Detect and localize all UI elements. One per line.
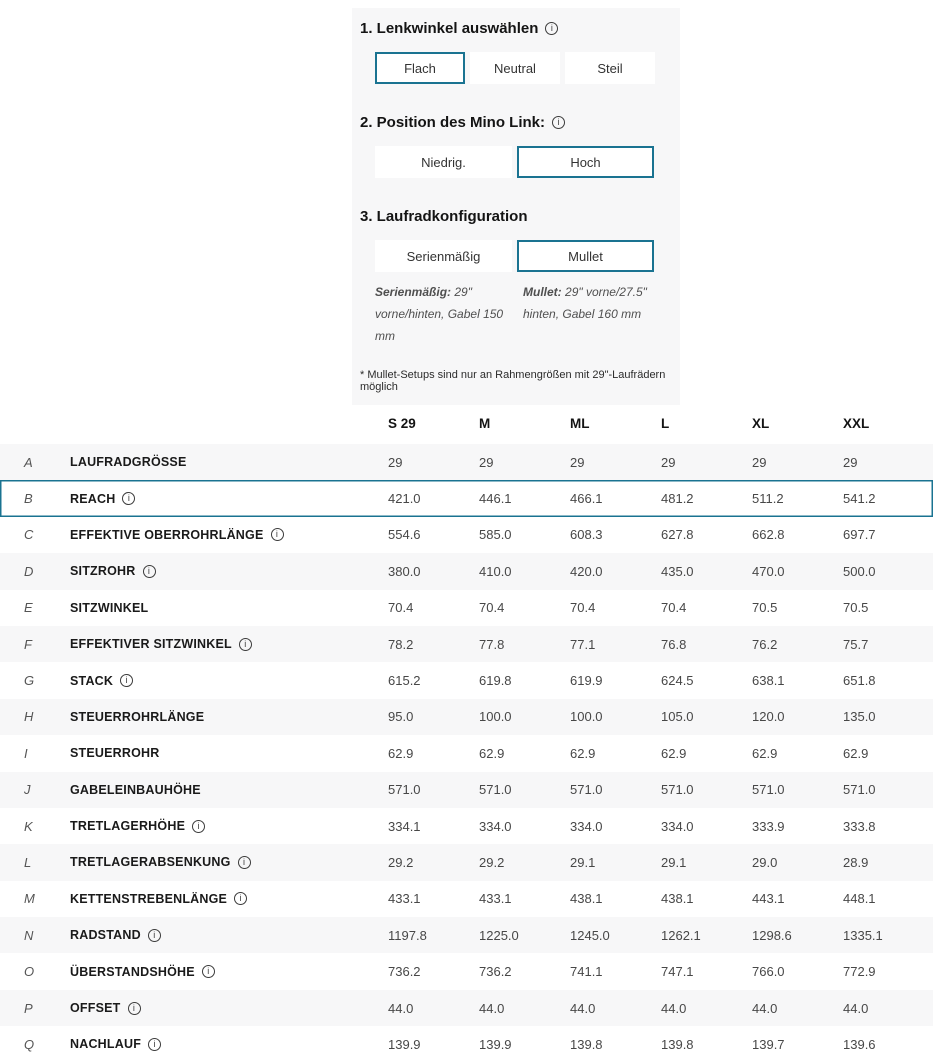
row-label — [70, 746, 388, 760]
wheel-config-descriptions — [375, 281, 672, 347]
geometry-row-k[interactable] — [0, 808, 933, 844]
geometry-value: 585.0 — [479, 527, 512, 543]
geometry-value: 100.0 — [479, 709, 512, 725]
geometry-value: 139.8 — [570, 1036, 603, 1052]
row-label-text: STEUERROHRLÄNGE — [70, 709, 205, 724]
geometry-value: 470.0 — [752, 563, 785, 579]
geometry-value: 380.0 — [388, 563, 421, 579]
geometry-value: 421.0 — [388, 491, 421, 507]
row-letter: N — [24, 927, 34, 943]
geometry-value: 766.0 — [752, 964, 785, 980]
geometry-value: 1225.0 — [479, 927, 519, 943]
geometry-row-e[interactable] — [0, 590, 933, 626]
option-serienmaessig[interactable]: Serienmäßig — [375, 240, 512, 272]
row-label-text: RADSTAND — [70, 928, 141, 943]
row-letter: H — [24, 709, 34, 725]
geometry-value: 446.1 — [479, 491, 512, 507]
row-label — [70, 928, 388, 942]
geometry-value: 1262.1 — [661, 927, 701, 943]
geometry-value: 70.4 — [570, 600, 596, 616]
row-label — [70, 492, 388, 506]
option-hoch[interactable]: Hoch — [517, 146, 654, 178]
row-label — [70, 855, 388, 869]
row-label-text: LAUFRADGRÖSSE — [70, 455, 187, 470]
geometry-value: 662.8 — [752, 527, 785, 543]
row-label-text: STEUERROHR — [70, 746, 160, 761]
geometry-value: 697.7 — [843, 527, 876, 543]
geometry-value: 1245.0 — [570, 927, 610, 943]
row-letter: P — [24, 1000, 33, 1016]
geometry-value: 62.9 — [661, 745, 687, 761]
geometry-value: 62.9 — [570, 745, 596, 761]
row-label-text: EFFEKTIVER SITZWINKEL — [70, 637, 232, 652]
option-flach[interactable]: Flach — [375, 52, 465, 84]
geometry-row-i[interactable] — [0, 735, 933, 771]
geometry-value: 334.0 — [661, 818, 694, 834]
geometry-row-a[interactable] — [0, 444, 933, 480]
lenkwinkel-options — [375, 52, 672, 84]
row-letter: O — [24, 964, 35, 980]
row-letter: M — [24, 891, 35, 907]
row-label — [70, 1037, 388, 1051]
row-label — [70, 564, 388, 578]
geometry-value: 139.7 — [752, 1036, 785, 1052]
geometry-value: 29 — [843, 454, 858, 470]
geometry-row-d[interactable] — [0, 553, 933, 589]
geometry-value: 29.2 — [388, 854, 414, 870]
info-icon[interactable]: i — [128, 1002, 141, 1015]
geometry-row-b[interactable] — [0, 480, 933, 516]
geometry-value: 29.1 — [570, 854, 596, 870]
geometry-value: 139.6 — [843, 1036, 876, 1052]
geometry-value: 638.1 — [752, 673, 785, 689]
geometry-value: 29 — [661, 454, 676, 470]
mullet-footnote: * Mullet-Setups sind nur an Rahmengrößen mit 29"-Laufrädern möglich — [360, 369, 666, 393]
info-icon[interactable]: i — [552, 116, 565, 129]
column-header-m: M — [479, 415, 491, 431]
geometry-value: 334.0 — [479, 818, 512, 834]
geometry-value: 76.2 — [752, 636, 778, 652]
row-letter: Q — [24, 1036, 35, 1052]
geometry-value: 420.0 — [570, 563, 603, 579]
row-label — [70, 783, 388, 797]
geometry-table — [0, 402, 933, 1060]
info-icon[interactable]: i — [143, 565, 156, 578]
info-icon[interactable]: i — [271, 528, 284, 541]
geometry-value: 333.8 — [843, 818, 876, 834]
geometry-value: 571.0 — [388, 782, 421, 798]
geometry-row-j[interactable] — [0, 772, 933, 808]
geometry-value: 139.9 — [479, 1036, 512, 1052]
geometry-value: 619.9 — [570, 673, 603, 689]
row-label-text: STACK — [70, 673, 114, 688]
row-letter: B — [24, 491, 33, 507]
row-letter: F — [24, 636, 32, 652]
geometry-value: 70.5 — [752, 600, 778, 616]
row-label-text: KETTENSTREBENLÄNGE — [70, 891, 228, 906]
description-serienmaessig — [375, 281, 513, 347]
geometry-value: 772.9 — [843, 964, 876, 980]
row-label-text: SITZROHR — [70, 564, 136, 579]
geometry-row-n[interactable] — [0, 917, 933, 953]
geometry-value: 75.7 — [843, 636, 869, 652]
geometry-value: 77.1 — [570, 636, 596, 652]
geometry-value: 334.1 — [388, 818, 421, 834]
geometry-value: 571.0 — [661, 782, 694, 798]
row-label — [70, 528, 388, 542]
geometry-value: 29 — [570, 454, 585, 470]
geometry-value: 443.1 — [752, 891, 785, 907]
geometry-value: 608.3 — [570, 527, 603, 543]
geometry-value: 624.5 — [661, 673, 694, 689]
geometry-value: 554.6 — [388, 527, 421, 543]
geometry-row-h[interactable] — [0, 699, 933, 735]
geometry-value: 651.8 — [843, 673, 876, 689]
description-text: 29" vorne/27.5" hinten, Gabel 160 mm — [523, 285, 647, 321]
geometry-value: 70.4 — [661, 600, 687, 616]
geometry-value: 571.0 — [752, 782, 785, 798]
row-label — [70, 892, 388, 906]
column-header-s-29: S 29 — [388, 415, 416, 431]
geometry-row-g[interactable] — [0, 662, 933, 698]
geometry-value: 44.0 — [843, 1000, 869, 1016]
geometry-value: 1335.1 — [843, 927, 883, 943]
geometry-value: 448.1 — [843, 891, 876, 907]
column-header-l: L — [661, 415, 670, 431]
geometry-value: 100.0 — [570, 709, 603, 725]
geometry-value: 70.4 — [388, 600, 414, 616]
geometry-value: 77.8 — [479, 636, 505, 652]
geometry-value: 741.1 — [570, 964, 603, 980]
row-letter: C — [24, 527, 34, 543]
geometry-row-l[interactable] — [0, 844, 933, 880]
geometry-value: 105.0 — [661, 709, 694, 725]
geometry-value: 500.0 — [843, 563, 876, 579]
geometry-value: 44.0 — [479, 1000, 505, 1016]
geometry-value: 541.2 — [843, 491, 876, 507]
geometry-value: 28.9 — [843, 854, 869, 870]
row-label — [70, 637, 388, 651]
column-header-xl: XL — [752, 415, 770, 431]
row-label-text: NACHLAUF — [70, 1037, 142, 1052]
row-letter: K — [24, 818, 33, 834]
geometry-value: 571.0 — [570, 782, 603, 798]
geometry-value: 334.0 — [570, 818, 603, 834]
section-title-text: 2. Position des Mino Link: — [360, 114, 546, 131]
description-lead: Serienmäßig: — [375, 285, 452, 299]
geometry-value: 76.8 — [661, 636, 687, 652]
geometry-row-m[interactable] — [0, 881, 933, 917]
geometry-value: 29.2 — [479, 854, 505, 870]
row-label-text: GABELEINBAUHÖHE — [70, 782, 201, 797]
row-label — [70, 819, 388, 833]
section-title-text: 3. Laufradkonfiguration — [360, 208, 528, 225]
geometry-row-o[interactable] — [0, 953, 933, 989]
description-mullet — [523, 281, 668, 347]
info-icon[interactable]: i — [239, 638, 252, 651]
row-letter: A — [24, 454, 33, 470]
description-lead: Mullet: — [523, 285, 562, 299]
geometry-value: 135.0 — [843, 709, 876, 725]
geometry-value: 139.9 — [388, 1036, 421, 1052]
geometry-row-f[interactable] — [0, 626, 933, 662]
geometry-value: 44.0 — [752, 1000, 778, 1016]
geometry-value: 62.9 — [388, 745, 414, 761]
row-label — [70, 1001, 388, 1015]
info-icon[interactable]: i — [234, 892, 247, 905]
row-letter: L — [24, 854, 32, 870]
geometry-value: 627.8 — [661, 527, 694, 543]
geometry-row-p[interactable] — [0, 990, 933, 1026]
geometry-value: 481.2 — [661, 491, 694, 507]
geometry-value: 615.2 — [388, 673, 421, 689]
geometry-table-header — [0, 402, 933, 444]
option-neutral[interactable]: Neutral — [470, 52, 560, 84]
geometry-value: 571.0 — [843, 782, 876, 798]
info-icon[interactable]: i — [120, 674, 133, 687]
row-label — [70, 601, 388, 615]
row-label-text: TRETLAGERHÖHE — [70, 819, 186, 834]
geometry-row-q[interactable] — [0, 1026, 933, 1060]
geometry-table-body — [0, 444, 933, 1060]
geometry-value: 29.1 — [661, 854, 687, 870]
geometry-value: 95.0 — [388, 709, 414, 725]
laufrad-options — [375, 240, 672, 272]
geometry-value: 1197.8 — [388, 927, 427, 943]
info-icon[interactable]: i — [202, 965, 215, 978]
row-letter: E — [24, 600, 33, 616]
info-icon[interactable]: i — [545, 22, 558, 35]
geometry-value: 619.8 — [479, 673, 512, 689]
section-title-laufradkonfiguration — [360, 208, 672, 225]
row-letter: I — [24, 745, 28, 761]
geometry-value: 571.0 — [479, 782, 512, 798]
geometry-value: 44.0 — [570, 1000, 596, 1016]
geometry-value: 511.2 — [752, 491, 784, 507]
geometry-value: 433.1 — [388, 891, 421, 907]
geometry-value: 139.8 — [661, 1036, 694, 1052]
row-letter: J — [24, 782, 31, 798]
info-icon[interactable]: i — [122, 492, 135, 505]
info-icon[interactable]: i — [192, 820, 205, 833]
option-steil[interactable]: Steil — [565, 52, 655, 84]
geometry-value: 747.1 — [661, 964, 694, 980]
geometry-value: 29 — [752, 454, 767, 470]
geometry-value: 438.1 — [570, 891, 603, 907]
geometry-value: 333.9 — [752, 818, 785, 834]
geometry-value: 736.2 — [388, 964, 421, 980]
row-letter: D — [24, 563, 34, 579]
geometry-value: 433.1 — [479, 891, 512, 907]
mino-link-options — [375, 146, 672, 178]
description-text: 29" vorne/hinten, Gabel 150 mm — [375, 285, 504, 343]
geometry-value: 62.9 — [843, 745, 869, 761]
geometry-value: 62.9 — [752, 745, 778, 761]
geometry-value: 70.4 — [479, 600, 505, 616]
geometry-value: 410.0 — [479, 563, 512, 579]
geometry-value: 736.2 — [479, 964, 512, 980]
geometry-value: 29.0 — [752, 854, 778, 870]
config-panel — [352, 8, 680, 405]
row-label-text: ÜBERSTANDSHÖHE — [70, 964, 195, 979]
row-label — [70, 965, 388, 979]
geometry-value: 44.0 — [388, 1000, 414, 1016]
geometry-value: 438.1 — [661, 891, 694, 907]
option-mullet[interactable]: Mullet — [517, 240, 654, 272]
row-label-text: REACH — [70, 491, 116, 506]
column-header-ml: ML — [570, 415, 590, 431]
geometry-value: 29 — [388, 454, 403, 470]
geometry-value: 120.0 — [752, 709, 785, 725]
row-label-text: EFFEKTIVE OBERROHRLÄNGE — [70, 527, 264, 542]
geometry-value: 29 — [479, 454, 494, 470]
row-label — [70, 710, 388, 724]
row-letter: G — [24, 673, 35, 689]
row-label-text: SITZWINKEL — [70, 600, 149, 615]
geometry-value: 1298.6 — [752, 927, 792, 943]
geometry-value: 44.0 — [661, 1000, 687, 1016]
geometry-value: 466.1 — [570, 491, 603, 507]
section-title-lenkwinkel — [360, 20, 672, 37]
geometry-value: 70.5 — [843, 600, 869, 616]
column-header-xxl: XXL — [843, 415, 870, 431]
section-title-mino-link — [360, 114, 672, 131]
option-niedrig[interactable]: Niedrig. — [375, 146, 512, 178]
geometry-value: 78.2 — [388, 636, 414, 652]
info-icon[interactable]: i — [148, 929, 161, 942]
row-label — [70, 455, 388, 469]
row-label-text: TRETLAGERABSENKUNG — [70, 855, 231, 870]
row-label — [70, 674, 388, 688]
section-title-text: 1. Lenkwinkel auswählen — [360, 20, 539, 37]
row-label-text: OFFSET — [70, 1001, 121, 1016]
info-icon[interactable]: i — [148, 1038, 161, 1051]
geometry-row-c[interactable] — [0, 517, 933, 553]
geometry-value: 62.9 — [479, 745, 505, 761]
info-icon[interactable]: i — [238, 856, 251, 869]
geometry-value: 435.0 — [661, 563, 694, 579]
